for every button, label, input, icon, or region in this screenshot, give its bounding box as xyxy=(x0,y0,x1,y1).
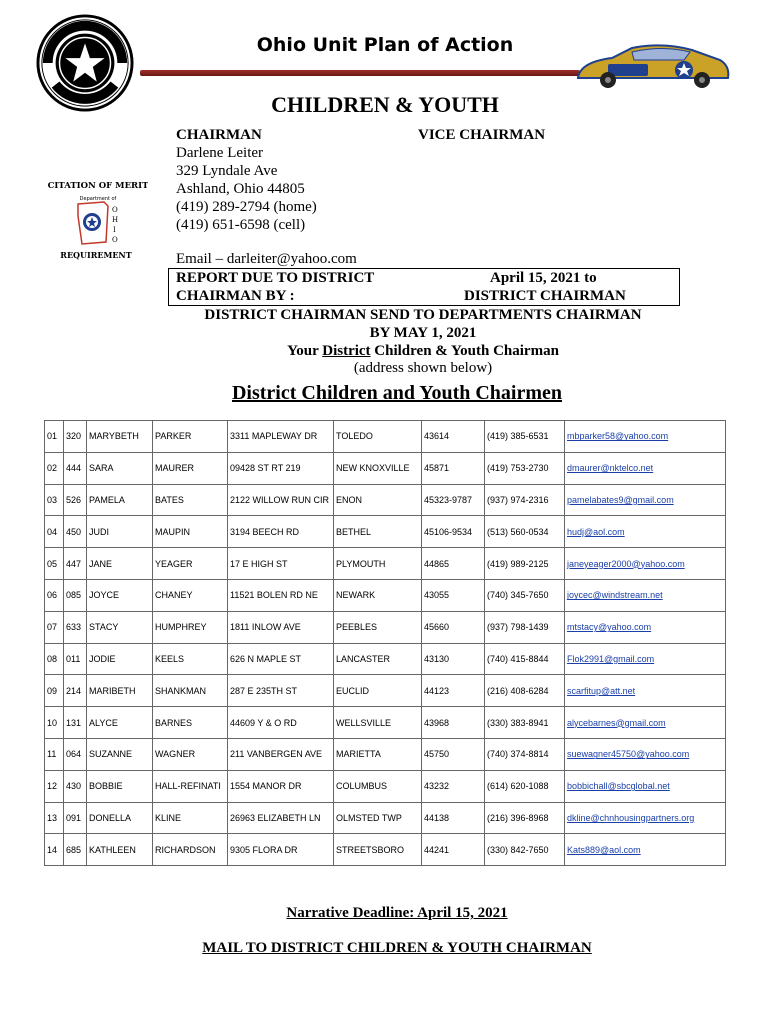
cell-zip: 44241 xyxy=(422,834,485,866)
badge-letter-i: I xyxy=(113,226,116,234)
cell-zip: 44865 xyxy=(422,548,485,580)
cell-address: 1811 INLOW AVE xyxy=(228,611,334,643)
cell-first: BOBBIE xyxy=(87,770,153,802)
cell-phone: (419) 753-2730 xyxy=(485,452,565,484)
cell-unit: 131 xyxy=(64,707,87,739)
cell-unit: 633 xyxy=(64,611,87,643)
cell-zip: 45106-9534 xyxy=(422,516,485,548)
cell-first: KATHLEEN xyxy=(87,834,153,866)
cell-address: 09428 ST RT 219 xyxy=(228,452,334,484)
chairman-cell-phone: (419) 651-6598 (cell) xyxy=(176,217,306,233)
cell-first: DONELLA xyxy=(87,802,153,834)
cell-address: 26963 ELIZABETH LN xyxy=(228,802,334,834)
chairman-label: CHAIRMAN xyxy=(176,127,262,143)
cell-phone: (937) 974-2316 xyxy=(485,484,565,516)
cell-phone: (330) 842-7650 xyxy=(485,834,565,866)
cell-last: MAUPIN xyxy=(153,516,228,548)
cell-last: BATES xyxy=(153,484,228,516)
header-rule xyxy=(140,70,580,76)
cell-last: MAURER xyxy=(153,452,228,484)
cell-zip: 45750 xyxy=(422,738,485,770)
send-instruction: DISTRICT CHAIRMAN SEND TO DEPARTMENTS CHAIRMAN xyxy=(204,307,642,323)
cell-district: 01 xyxy=(45,421,64,453)
chairman-name: Darlene Leiter xyxy=(176,145,264,161)
cell-phone: (614) 620-1088 xyxy=(485,770,565,802)
table-row xyxy=(45,834,726,866)
cell-zip: 43055 xyxy=(422,579,485,611)
cell-last: RICHARDSON xyxy=(153,834,228,866)
cell-phone: (216) 396-8968 xyxy=(485,802,565,834)
cell-last: KEELS xyxy=(153,643,228,675)
cell-city: OLMSTED TWP xyxy=(334,802,422,834)
cell-district: 07 xyxy=(45,611,64,643)
cell-district: 06 xyxy=(45,579,64,611)
cell-email[interactable]: hudj@aol.com xyxy=(565,516,726,548)
cell-city: ENON xyxy=(334,484,422,516)
cell-address: 2122 WILLOW RUN CIR xyxy=(228,484,334,516)
cell-unit: 011 xyxy=(64,643,87,675)
cell-city: NEWARK xyxy=(334,579,422,611)
table-row xyxy=(45,707,726,739)
cell-district: 02 xyxy=(45,452,64,484)
cell-phone: (937) 798-1439 xyxy=(485,611,565,643)
cell-district: 03 xyxy=(45,484,64,516)
cell-first: ALYCE xyxy=(87,707,153,739)
cell-email[interactable]: Flok2991@gmail.com xyxy=(565,643,726,675)
cell-last: KLINE xyxy=(153,802,228,834)
cell-last: CHANEY xyxy=(153,579,228,611)
mail-instruction: MAIL TO DISTRICT CHILDREN & YOUTH CHAIRMAN xyxy=(202,940,592,956)
badge-letter-o1: O xyxy=(112,206,118,214)
table-row xyxy=(45,421,726,453)
cell-first: JANE xyxy=(87,548,153,580)
table-row xyxy=(45,611,726,643)
cell-district: 08 xyxy=(45,643,64,675)
cell-last: SHANKMAN xyxy=(153,675,228,707)
cell-address: 3194 BEECH RD xyxy=(228,516,334,548)
table-row xyxy=(45,643,726,675)
cell-zip: 44123 xyxy=(422,675,485,707)
cell-city: TOLEDO xyxy=(334,421,422,453)
cell-city: EUCLID xyxy=(334,675,422,707)
report-due-date: April 15, 2021 to xyxy=(490,270,597,286)
cell-address: 44609 Y & O RD xyxy=(228,707,334,739)
cell-first: JUDI xyxy=(87,516,153,548)
cell-address: 11521 BOLEN RD NE xyxy=(228,579,334,611)
cell-city: COLUMBUS xyxy=(334,770,422,802)
chairman-street: 329 Lyndale Ave xyxy=(176,163,278,179)
cell-phone: (330) 383-8941 xyxy=(485,707,565,739)
chairman-home-phone: (419) 289-2794 (home) xyxy=(176,199,317,215)
cell-last: PARKER xyxy=(153,421,228,453)
cell-city: PEEBLES xyxy=(334,611,422,643)
cell-address: 3311 MAPLEWAY DR xyxy=(228,421,334,453)
cell-unit: 430 xyxy=(64,770,87,802)
cell-first: STACY xyxy=(87,611,153,643)
cell-phone: (740) 345-7650 xyxy=(485,579,565,611)
cell-city: STREETSBORO xyxy=(334,834,422,866)
table-row xyxy=(45,675,726,707)
cell-phone: (419) 989-2125 xyxy=(485,548,565,580)
cell-unit: 685 xyxy=(64,834,87,866)
cell-first: JOYCE xyxy=(87,579,153,611)
send-deadline: BY MAY 1, 2021 xyxy=(369,325,477,341)
cell-first: SUZANNE xyxy=(87,738,153,770)
badge-bottom-text: REQUIREMENT xyxy=(60,250,132,260)
cell-first: MARYBETH xyxy=(87,421,153,453)
cell-unit: 085 xyxy=(64,579,87,611)
report-due-line1: REPORT DUE TO DISTRICT xyxy=(176,270,375,286)
cell-zip: 45323-9787 xyxy=(422,484,485,516)
table-row xyxy=(45,484,726,516)
cell-first: JODIE xyxy=(87,643,153,675)
cell-zip: 43232 xyxy=(422,770,485,802)
cell-email[interactable]: bobbichall@sbcglobal.net xyxy=(565,770,726,802)
cell-zip: 45871 xyxy=(422,452,485,484)
table-row xyxy=(45,579,726,611)
cell-zip: 44138 xyxy=(422,802,485,834)
cell-address: 287 E 235TH ST xyxy=(228,675,334,707)
cell-unit: 444 xyxy=(64,452,87,484)
cell-city: MARIETTA xyxy=(334,738,422,770)
cell-address: 1554 MANOR DR xyxy=(228,770,334,802)
vice-chairman-label: VICE CHAIRMAN xyxy=(418,127,546,143)
table-row xyxy=(45,452,726,484)
cell-email[interactable]: Kats889@aol.com xyxy=(565,834,726,866)
cell-unit: 450 xyxy=(64,516,87,548)
cell-unit: 447 xyxy=(64,548,87,580)
cell-email[interactable]: suewagner45750@yahoo.com xyxy=(565,738,726,770)
cell-email[interactable]: dmaurer@nktelco.net xyxy=(565,452,726,484)
cell-phone: (419) 385-6531 xyxy=(485,421,565,453)
cell-district: 04 xyxy=(45,516,64,548)
cell-email[interactable]: scarfitup@att.net xyxy=(565,675,726,707)
your-prefix: Your xyxy=(287,343,323,359)
district-chairmen-table xyxy=(44,420,726,866)
citation-of-merit-badge xyxy=(48,176,148,266)
badge-dept-text: Department of xyxy=(79,196,117,202)
cell-email[interactable]: mtstacy@yahoo.com xyxy=(565,611,726,643)
cell-last: WAGNER xyxy=(153,738,228,770)
cell-zip: 43614 xyxy=(422,421,485,453)
badge-letter-o2: O xyxy=(112,236,118,244)
cell-district: 12 xyxy=(45,770,64,802)
cell-email[interactable]: alycebarnes@gmail.com xyxy=(565,707,726,739)
table-row xyxy=(45,802,726,834)
your-district-line xyxy=(0,343,770,360)
cell-district: 10 xyxy=(45,707,64,739)
cell-first: PAMELA xyxy=(87,484,153,516)
cell-phone: (513) 560-0534 xyxy=(485,516,565,548)
cell-district: 11 xyxy=(45,738,64,770)
cell-district: 13 xyxy=(45,802,64,834)
table-row xyxy=(45,516,726,548)
cell-address: 9305 FLORA DR xyxy=(228,834,334,866)
cell-zip: 43968 xyxy=(422,707,485,739)
cell-last: BARNES xyxy=(153,707,228,739)
cell-unit: 091 xyxy=(64,802,87,834)
cell-city: BETHEL xyxy=(334,516,422,548)
cell-address: 211 VANBERGEN AVE xyxy=(228,738,334,770)
cell-email[interactable]: dkline@chnhousingpartners.org xyxy=(565,802,726,834)
badge-top-text: CITATION OF MERIT xyxy=(48,181,148,191)
report-due-line2: CHAIRMAN BY : xyxy=(176,288,295,304)
cell-address: 626 N MAPLE ST xyxy=(228,643,334,675)
cell-zip: 43130 xyxy=(422,643,485,675)
cell-unit: 214 xyxy=(64,675,87,707)
cell-address: 17 E HIGH ST xyxy=(228,548,334,580)
table-row xyxy=(45,738,726,770)
cell-district: 14 xyxy=(45,834,64,866)
cell-unit: 320 xyxy=(64,421,87,453)
cell-city: LANCASTER xyxy=(334,643,422,675)
cell-zip: 45660 xyxy=(422,611,485,643)
your-district-word: District xyxy=(322,343,371,359)
cell-first: SARA xyxy=(87,452,153,484)
cell-last: YEAGER xyxy=(153,548,228,580)
cell-city: PLYMOUTH xyxy=(334,548,422,580)
cell-phone: (740) 374-8814 xyxy=(485,738,565,770)
cell-email[interactable]: mbparker58@yahoo.com xyxy=(565,421,726,453)
cell-email[interactable]: joycec@windstream.net xyxy=(565,579,726,611)
report-due-recipient: DISTRICT CHAIRMAN xyxy=(464,288,626,304)
cell-district: 05 xyxy=(45,548,64,580)
cell-phone: (216) 408-6284 xyxy=(485,675,565,707)
table-row xyxy=(45,548,726,580)
your-suffix: Children & Youth Chairman xyxy=(370,343,559,359)
district-table-title: District Children and Youth Chairmen xyxy=(231,382,563,404)
cell-last: HALL-REFINATI xyxy=(153,770,228,802)
header-title: Ohio Unit Plan of Action xyxy=(256,34,514,56)
cell-last: HUMPHREY xyxy=(153,611,228,643)
narrative-deadline: Narrative Deadline: April 15, 2021 xyxy=(286,905,508,921)
cell-district: 09 xyxy=(45,675,64,707)
cell-phone: (740) 415-8844 xyxy=(485,643,565,675)
table-row xyxy=(45,770,726,802)
cell-city: WELLSVILLE xyxy=(334,707,422,739)
race-car-graphic xyxy=(572,40,732,92)
cell-city: NEW KNOXVILLE xyxy=(334,452,422,484)
chairman-email: Email – darleiter@yahoo.com xyxy=(176,251,357,267)
cell-unit: 064 xyxy=(64,738,87,770)
chairman-city: Ashland, Ohio 44805 xyxy=(176,181,305,197)
cell-email[interactable]: janeyeager2000@yahoo.com xyxy=(565,548,726,580)
cell-first: MARIBETH xyxy=(87,675,153,707)
page-title: CHILDREN & YOUTH xyxy=(271,92,499,117)
cell-email[interactable]: pamelabates9@gmail.com xyxy=(565,484,726,516)
cell-unit: 526 xyxy=(64,484,87,516)
badge-letter-h: H xyxy=(112,216,119,224)
address-note: (address shown below) xyxy=(353,360,493,376)
